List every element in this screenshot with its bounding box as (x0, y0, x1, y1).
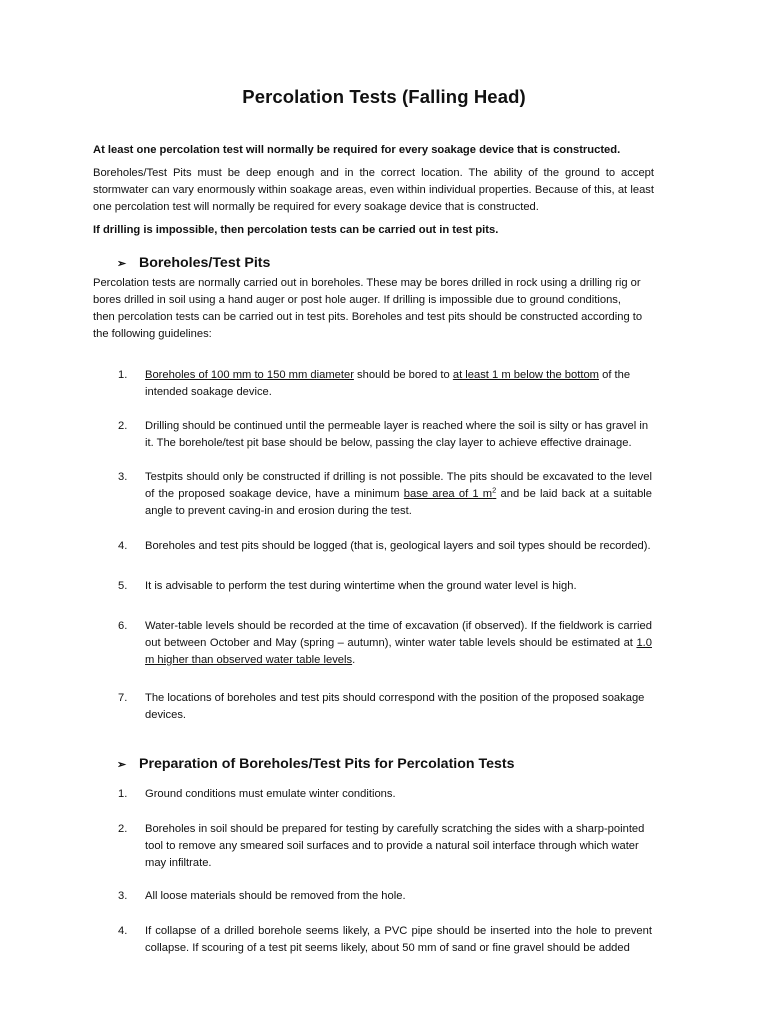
list-item-number: 5. (118, 580, 128, 592)
list-item-number: 7. (118, 692, 128, 704)
list-item-number: 1. (118, 369, 128, 381)
page-title: Percolation Tests (Falling Head) (242, 86, 526, 107)
text-span: of the intended soakage device. (145, 369, 631, 398)
list-item-number: 4. (118, 540, 128, 552)
list-item (145, 367, 652, 401)
intro-bold-note: If drilling is impossible, then percolation tests can be carried out in test pits. (93, 224, 499, 236)
list-item: It is advisable to perform the test during wintertime when the ground water level is high. (145, 580, 577, 592)
underlined-text: 1.0 m higher than observed water table levels (145, 637, 652, 666)
list-item: Ground conditions must emulate winter conditions. (145, 788, 396, 800)
intro-paragraph: Boreholes/Test Pits must be deep enough and in the correct location. The ability of the ground to accept stormwater can vary enormously within soakage areas, even within individual properties. Because of this, at least one percolation test will normally be required for every soakage device that is constructed. (93, 167, 654, 213)
section-heading-text: Preparation of Boreholes/Test Pits for Percolation Tests (139, 756, 515, 772)
intro-bold-lead: At least one percolation test will normally be required for every soakage device that is constructed. (93, 144, 621, 156)
section-heading-text: Boreholes/Test Pits (139, 255, 271, 271)
arrowhead-bullet-icon: ➢ (117, 258, 127, 270)
underlined-text: at least 1 m below the bottom (452, 369, 599, 381)
list-item: Drilling should be continued until the permeable layer is reached where the soil is silty or has gravel in it. The borehole/test pit base should be below, passing the clay layer to achieve effective drainage. (145, 420, 649, 449)
list-item: Boreholes in soil should be prepared for testing by carefully scratching the sides with a sharp-pointed tool to remove any smeared soil surfaces and to provide a natural soil interface through which water may infiltrate. (145, 823, 645, 869)
list-item-number: 2. (118, 823, 128, 835)
list-item: If collapse of a drilled borehole seems likely, a PVC pipe should be inserted into the hole to prevent collapse. If scouring of a test pit seems likely, about 50 mm of sand or fine gravel should be added (145, 925, 652, 954)
list-item: All loose materials should be removed from the hole. (145, 890, 406, 902)
section-heading-preparation (117, 755, 515, 774)
underlined-text (403, 485, 497, 500)
arrowhead-bullet-icon: ➢ (117, 759, 127, 771)
section-heading-boreholes (117, 254, 270, 273)
section1-paragraph: Percolation tests are normally carried out in boreholes. These may be bores drilled in rock using a drilling rig or bores drilled in soil using a hand auger or post hole auger. If drilling is impossible due to ground conditions, then percolation tests can be carried out in test pits. Boreholes and test pits should be constructed according to the following guidelines: (93, 277, 643, 340)
list-item-number: 3. (118, 471, 128, 483)
text-span: and be laid back at a suitable angle to prevent caving-in and erosion during the test. (145, 488, 652, 517)
list-item-number: 3. (118, 890, 128, 902)
list-item: Boreholes and test pits should be logged (that is, geological layers and soil types should be recorded). (145, 540, 651, 552)
superscript: 2 (492, 485, 497, 495)
text-span: base area of 1 m (403, 488, 493, 500)
list-item-number: 4. (118, 925, 128, 937)
list-item-number: 1. (118, 788, 128, 800)
text-span: . (352, 654, 356, 666)
list-item-number: 2. (118, 420, 128, 432)
list-item-number: 6. (118, 620, 128, 632)
text-span: should be bored to (353, 369, 453, 381)
text-span: Water-table levels should be recorded at the time of excavation (if observed). If the fieldwork is carried out between October and May (spring – autumn), winter water table levels should be estimated at (145, 620, 652, 649)
list-item (145, 469, 652, 520)
underlined-text: Boreholes of 100 mm to 150 mm diameter (145, 369, 354, 381)
list-item: The locations of boreholes and test pits should correspond with the position of the proposed soakage devices. (145, 692, 645, 721)
text-span: Testpits should only be constructed if drilling is not possible. The pits should be excavated to the level of the proposed soakage device, have a minimum (145, 471, 652, 500)
list-item (145, 618, 652, 669)
